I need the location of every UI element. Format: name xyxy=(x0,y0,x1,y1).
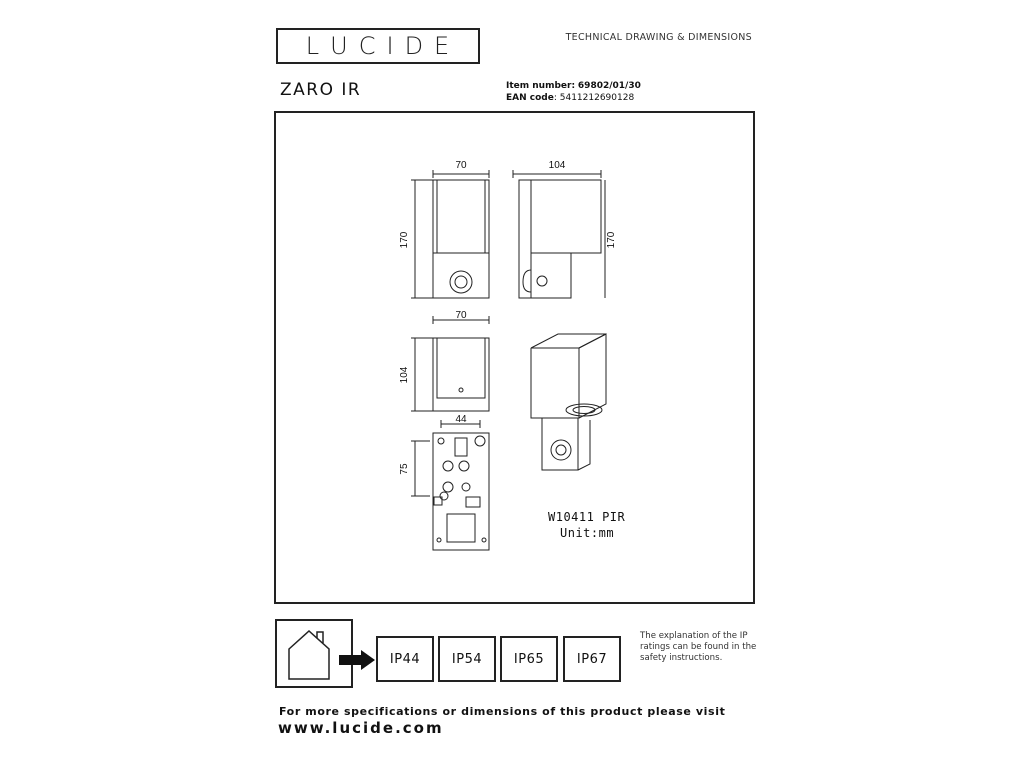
dim-front-height: 170 xyxy=(399,231,410,249)
ean-label: EAN code xyxy=(506,93,554,103)
dim-front-width: 70 xyxy=(455,160,467,171)
ip-rating-ip54: IP54 xyxy=(438,636,496,682)
website-link[interactable]: www.lucide.com xyxy=(278,719,444,737)
unit-label: Unit:mm xyxy=(560,526,615,540)
ip-rating-ip65: IP65 xyxy=(500,636,558,682)
dim-mount-width: 44 xyxy=(455,414,467,425)
logo-letter: L xyxy=(305,32,331,60)
document-type: TECHNICAL DRAWING & DIMENSIONS xyxy=(565,32,752,43)
dim-side-height: 170 xyxy=(606,231,617,249)
logo-letter: D xyxy=(404,32,435,60)
product-name: ZARO IR xyxy=(280,80,362,100)
model-code: W10411 PIR xyxy=(548,510,626,524)
logo-letter: E xyxy=(434,32,461,60)
ip-rating-ip67: IP67 xyxy=(563,636,621,682)
isometric-view xyxy=(531,334,606,470)
logo-letter: C xyxy=(358,32,387,60)
top-view xyxy=(411,316,489,411)
arrow-right-icon xyxy=(337,649,379,671)
side-view xyxy=(513,170,605,298)
item-number-label: Item number: xyxy=(506,81,576,91)
ip-explanation-note: The explanation of the IP ratings can be found in the safety instructions. xyxy=(640,631,757,663)
logo-letter: U xyxy=(330,32,359,60)
logo-letter: I xyxy=(386,32,405,60)
item-number-value: 69802/01/30 xyxy=(577,81,641,91)
dim-mount-height: 75 xyxy=(399,463,410,475)
ip-rating-ip44: IP44 xyxy=(376,636,434,682)
dim-top-width: 70 xyxy=(455,310,467,321)
footer-text: For more specifications or dimensions of this product please visit xyxy=(279,705,726,718)
front-view xyxy=(411,170,489,298)
dim-top-depth: 104 xyxy=(399,366,410,384)
ean-value: : 5411212690128 xyxy=(553,93,635,103)
dim-side-depth: 104 xyxy=(548,160,566,171)
mounting-plate-view xyxy=(411,420,489,550)
